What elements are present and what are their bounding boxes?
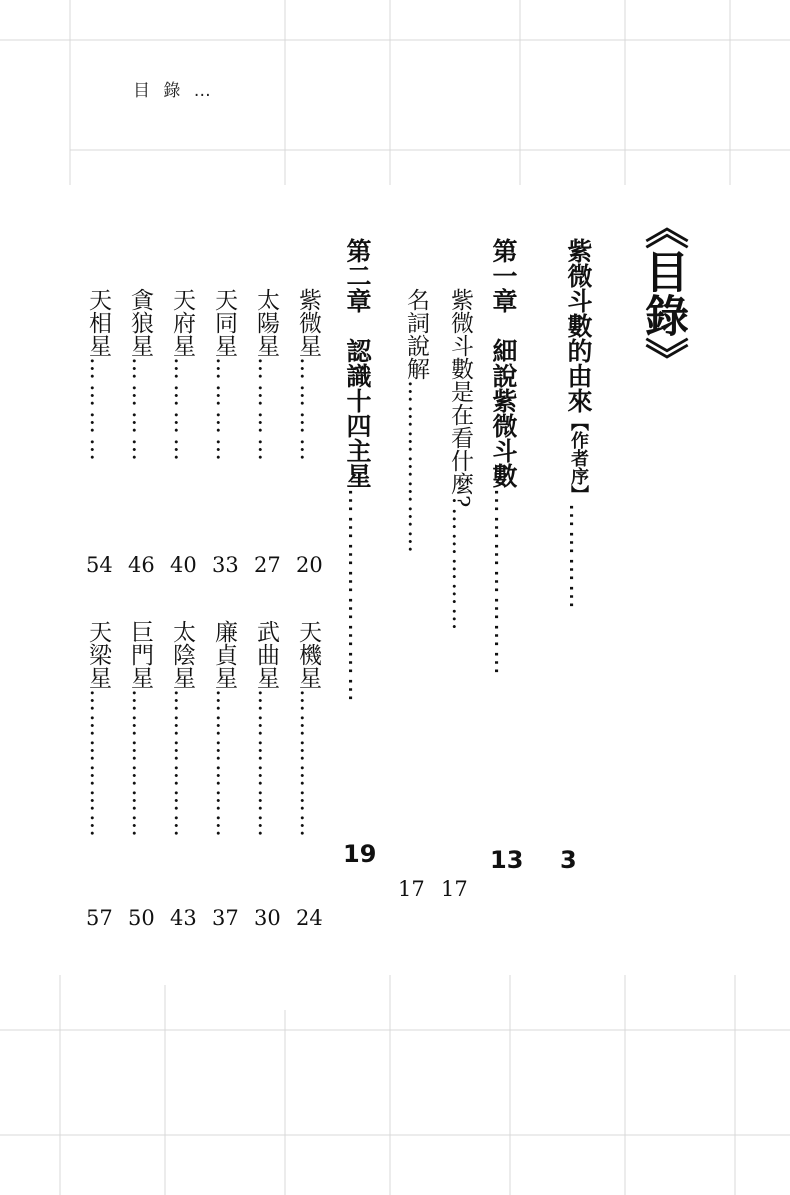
entry-title: 第二章 認識十四主星	[343, 238, 372, 488]
entry-dots: …………	[564, 503, 593, 611]
star-dots: ………………	[85, 689, 111, 839]
star-page: 57	[86, 906, 113, 930]
star-name: 巨門星	[127, 620, 153, 689]
star-page: 46	[128, 553, 155, 577]
star-dots: …………	[253, 357, 279, 465]
toc-entry-glossary	[404, 288, 427, 555]
star-name: 太陰星	[169, 620, 195, 689]
star-entry-tianxiang	[86, 288, 109, 465]
star-dots: …………	[85, 357, 111, 465]
star-name: 天同星	[211, 288, 237, 357]
toc-title: 《目錄》	[637, 205, 688, 381]
star-entry-tiantong	[212, 288, 235, 465]
star-dots: …………	[169, 357, 195, 465]
star-page: 33	[212, 553, 239, 577]
toc-entry-preface	[566, 238, 591, 611]
entry-title: 紫微斗數是在看什麼?	[447, 288, 473, 508]
entry-dots: ……………	[447, 507, 473, 633]
star-name: 天相星	[85, 288, 111, 357]
star-dots: …………	[295, 357, 321, 465]
star-entry-tianfu	[170, 288, 193, 465]
toc-entry-chapter-2	[345, 238, 370, 704]
star-dots: ………………	[169, 689, 195, 839]
star-name: 天機星	[295, 620, 321, 689]
entry-page: 19	[343, 840, 377, 868]
toc-entry-what-to-read	[448, 288, 471, 632]
star-entry-tianliang	[86, 620, 109, 839]
entry-page: 17	[441, 877, 468, 901]
star-name: 廉貞星	[211, 620, 237, 689]
star-entry-ziwei	[296, 288, 319, 465]
star-dots: ………………	[211, 689, 237, 839]
star-page: 37	[212, 906, 239, 930]
star-dots: ………………	[127, 689, 153, 839]
entry-page: 17	[398, 877, 425, 901]
star-entry-taiyin	[170, 620, 193, 839]
star-page: 20	[296, 553, 323, 577]
entry-note: 【作者序】	[568, 413, 589, 503]
star-page: 50	[128, 906, 155, 930]
star-dots: ………………	[253, 689, 279, 839]
star-entry-lianzhen	[212, 620, 235, 839]
entry-title: 第一章 細說紫微斗數	[489, 238, 518, 488]
entry-dots: …………………	[403, 380, 429, 555]
star-dots: ………………	[295, 689, 321, 839]
star-entry-tianji	[296, 620, 319, 839]
star-name: 紫微星	[295, 288, 321, 357]
entry-title: 紫微斗數的由來	[564, 238, 593, 413]
star-name: 武曲星	[253, 620, 279, 689]
star-entry-wuqu	[254, 620, 277, 839]
star-name: 天府星	[169, 288, 195, 357]
star-name: 太陽星	[253, 288, 279, 357]
star-entry-tanlang	[128, 288, 151, 465]
star-name: 天梁星	[85, 620, 111, 689]
star-entry-taiyang	[254, 288, 277, 465]
star-page: 24	[296, 906, 323, 930]
entry-page: 13	[490, 846, 524, 874]
star-page: 43	[170, 906, 197, 930]
entry-page: 3	[560, 846, 577, 874]
star-entry-jumen	[128, 620, 151, 839]
star-page: 54	[86, 553, 113, 577]
entry-title: 名詞說解	[403, 288, 429, 380]
star-dots: …………	[211, 357, 237, 465]
star-page: 40	[170, 553, 197, 577]
toc-entry-chapter-1	[491, 238, 516, 677]
running-header: 目 錄 …	[133, 81, 215, 101]
star-page: 30	[254, 906, 281, 930]
entry-dots: …………………	[489, 488, 518, 677]
star-page: 27	[254, 553, 281, 577]
star-dots: …………	[127, 357, 153, 465]
star-name: 貪狼星	[127, 288, 153, 357]
entry-dots: ……………………	[343, 488, 372, 704]
